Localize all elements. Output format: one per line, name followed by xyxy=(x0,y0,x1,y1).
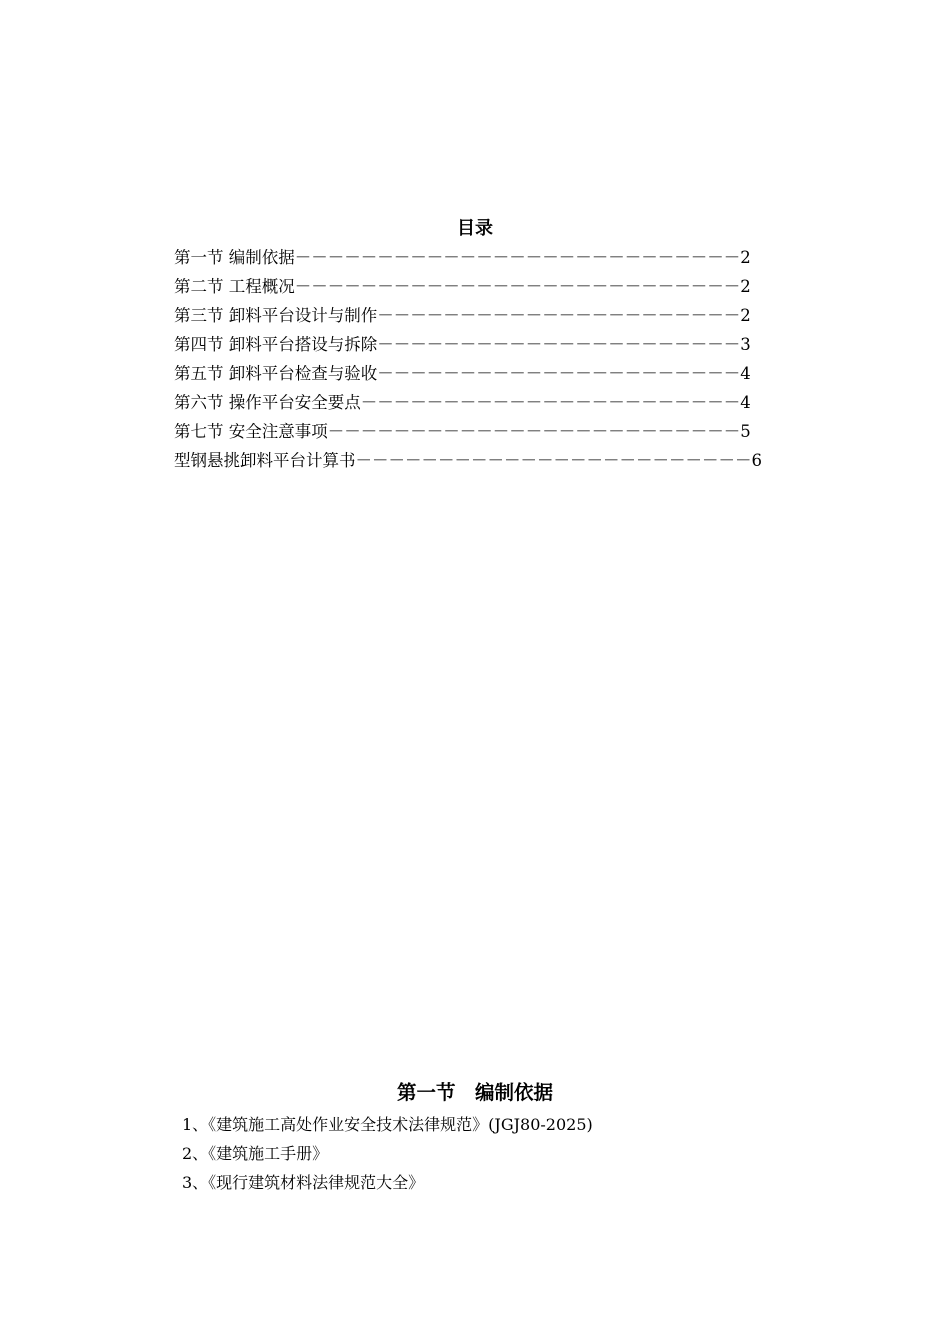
toc-entry-section-4[interactable]: 第四节 卸料平台搭设与拆除－－－－－－－－－－－－－－－－－－－－－－3 xyxy=(174,335,751,354)
toc-entry-section-6[interactable]: 第六节 操作平台安全要点－－－－－－－－－－－－－－－－－－－－－－－4 xyxy=(174,393,751,412)
toc-entry-section-5[interactable]: 第五节 卸料平台检查与验收－－－－－－－－－－－－－－－－－－－－－－4 xyxy=(174,364,751,383)
section-heading: 第一节 编制依据 xyxy=(396,1081,553,1104)
list-item: 3、《现行建筑材料法律规范大全》 xyxy=(182,1173,425,1192)
table-of-contents xyxy=(174,246,778,478)
toc-title: 目录 xyxy=(457,218,493,239)
basis-list xyxy=(182,1113,782,1200)
toc-entry-section-2[interactable]: 第二节 工程概况－－－－－－－－－－－－－－－－－－－－－－－－－－－2 xyxy=(174,277,751,296)
list-item: 1、《建筑施工高处作业安全技术法律规范》(JGJ80-2025) xyxy=(182,1115,593,1134)
toc-entry-section-3[interactable]: 第三节 卸料平台设计与制作－－－－－－－－－－－－－－－－－－－－－－2 xyxy=(174,306,751,325)
toc-entry-section-7[interactable]: 第七节 安全注意事项－－－－－－－－－－－－－－－－－－－－－－－－－5 xyxy=(174,422,751,441)
list-item: 2、《建筑施工手册》 xyxy=(182,1144,329,1163)
toc-entry-section-1[interactable]: 第一节 编制依据－－－－－－－－－－－－－－－－－－－－－－－－－－－2 xyxy=(174,248,751,267)
toc-entry-calculation[interactable]: 型钢悬挑卸料平台计算书－－－－－－－－－－－－－－－－－－－－－－－－6 xyxy=(174,451,762,470)
